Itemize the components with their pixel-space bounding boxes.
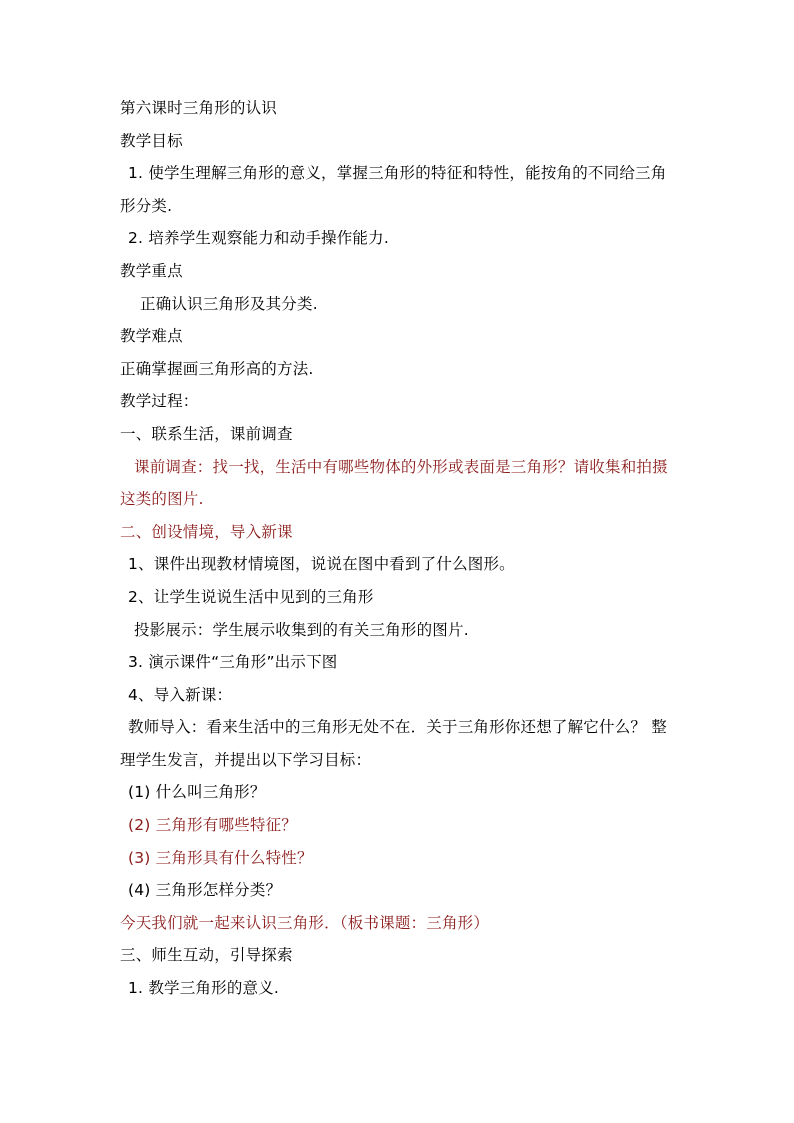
objective-1-line-2: 形分类.	[120, 196, 173, 215]
step-1-heading: 一、联系生活，课前调查	[120, 424, 293, 443]
survey-line-1: 课前调查：找一找，生活中有哪些物体的外形或表面是三角形？请收集和拍摄	[134, 457, 668, 476]
teacher-intro-line-1: 教师导入：看来生活中的三角形无处不在．关于三角形你还想了解它什么？ 整	[128, 718, 667, 737]
item-2-3: 3. 演示课件“三角形”出示下图	[128, 653, 338, 672]
objectives-heading: 教学目标	[120, 131, 183, 150]
item-2-1: 1、课件出现教材情境图，说说在图中看到了什么图形。	[128, 555, 515, 574]
step-2-heading: 二、创设情境，导入新课	[120, 522, 293, 541]
process-heading: 教学过程：	[120, 392, 199, 411]
difficulty-heading: 教学难点	[120, 327, 183, 346]
teacher-intro-line-2: 理学生发言，并提出以下学习目标：	[120, 750, 372, 769]
item-2-4: 4、导入新课：	[128, 685, 233, 704]
survey-line-2: 这类的图片.	[120, 490, 204, 509]
item-3-1: 1. 教学三角形的意义.	[128, 979, 280, 998]
goal-4: (4) 三角形怎样分类？	[128, 881, 282, 900]
document-content	[120, 92, 680, 1005]
key-points-heading: 教学重点	[120, 261, 183, 280]
goal-2: (2) 三角形有哪些特征？	[128, 816, 297, 835]
item-2-2: 2、让学生说说生活中见到的三角形	[128, 587, 374, 606]
objective-2: 2. 培养学生观察能力和动手操作能力.	[128, 229, 389, 248]
objective-1-line-1: 1. 使学生理解三角形的意义，掌握三角形的特征和特性，能按角的不同给三角	[128, 164, 667, 183]
today-text: 今天我们就一起来认识三角形．（板书课题：三角形）	[120, 913, 490, 932]
difficulty-text: 正确掌握画三角形高的方法.	[120, 359, 314, 378]
projection-text: 投影展示：学生展示收集到的有关三角形的图片.	[134, 620, 469, 639]
goal-1: (1) 什么叫三角形？	[128, 783, 266, 802]
lesson-title: 第六课时三角形的认识	[120, 99, 278, 117]
key-points-text: 正确认识三角形及其分类.	[140, 294, 318, 313]
goal-3: (3) 三角形具有什么特性？	[128, 848, 313, 867]
step-3-heading: 三、师生互动，引导探索	[120, 946, 293, 965]
